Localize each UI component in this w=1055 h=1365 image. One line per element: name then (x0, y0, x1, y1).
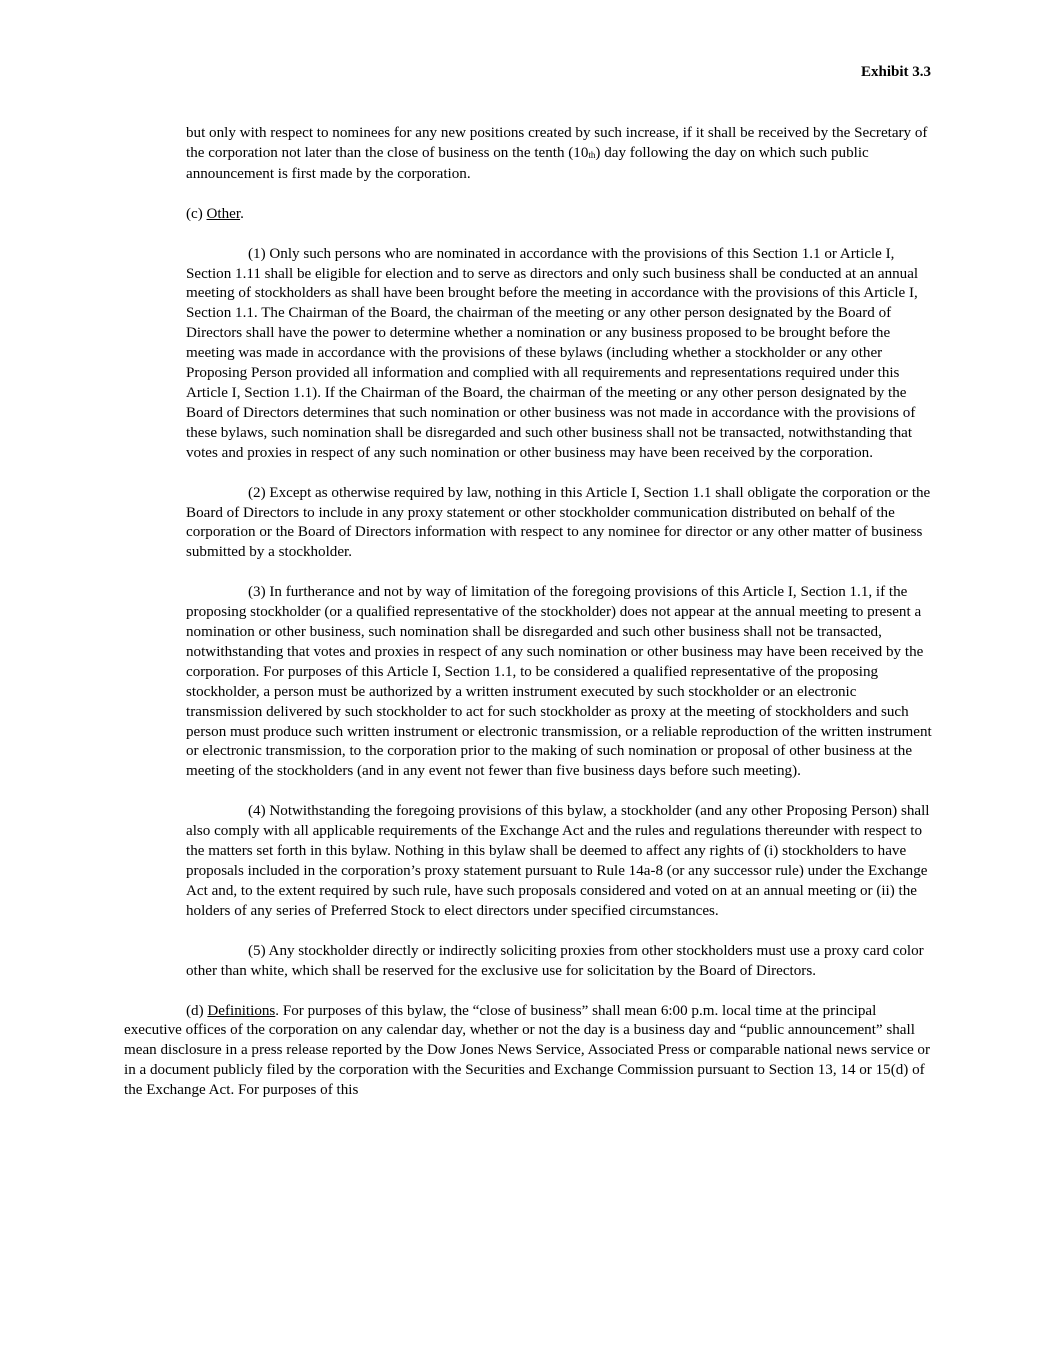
section-c-heading (186, 205, 934, 225)
paragraph-c1: (1) Only such persons who are nominated in accordance with the provisions of this Section 1.1 or Article I, Section 1.11 shall be eligible for election and to serve as directors and only such business shall be conducted at an annual meeting of stockholders as shall have been brought before the meeting in accordance with the provisions of this Article I, Section 1.1. The Chairman of the Board, the chairman of the meeting or any other person designated by the Board of Directors shall have the power to determine whether a nomination or any business proposed to be brought before the meeting was made in accordance with the provisions of these bylaws (including whether a stockholder or any other Proposing Person provided all information and complied with all requirements and representations required under this Article I, Section 1.1). If the Chairman of the Board, the chairman of the meeting or any other person designated by the Board of Directors determines that such nomination or other business was not made in accordance with the provisions of these bylaws, such nomination shall be disregarded and such other business shall not be transacted, notwithstanding that votes and proxies in respect of any such nomination or other business may have been received by the corporation. (186, 245, 919, 461)
section-d-prefix: (d) (186, 1002, 208, 1019)
section-d-body: . For purposes of this bylaw, the “close of business” shall mean 6:00 p.m. local time at the principal executive offices of the corporation on any calendar day, whether or not the day is a business day and “public announcement” shall mean disclosure in a press release reported by the Dow Jones News Service, Associated Press or comparable national news service or in a document publicly filed by the corporation with the Securities and Exchange Commission pursuant to Section 13, 14 or 15(d) of the Exchange Act. For purposes of this (124, 1002, 931, 1099)
paragraph-c2: (2) Except as otherwise required by law, nothing in this Article I, Section 1.1 shall obligate the corporation or the Board of Directors to include in any proxy statement or other stockholder communication distributed on behalf of the corporation or the Board of Directors information with respect to any nominee for director or any other matter of business submitted by a stockholder. (186, 484, 931, 561)
section-d-paragraph (124, 1002, 934, 1102)
paragraph-continuation (186, 124, 934, 185)
paragraph-c5: (5) Any stockholder directly or indirectly soliciting proxies from other stockholders must use a proxy card color other than white, which shall be reserved for the exclusive use for solicitation by the Board of Directors. (186, 942, 924, 979)
section-c-title: Other (206, 205, 241, 222)
paragraph-continuation-text-a: but only with respect to nominees for any new positions created by such increase, if it shall be received by the Secretary of the corporation not later than the close of business on the tenth (10 (186, 125, 928, 161)
section-c-suffix: . (240, 205, 244, 222)
section-c-prefix: (c) (186, 205, 207, 222)
paragraph-c3: (3) In furtherance and not by way of limitation of the foregoing provisions of this Article I, Section 1.1, if the proposing stockholder (or a qualified representative of the stockholder) does not appear at the annual meeting to present a nomination or other business, such nomination shall be disregarded and such other business shall not be transacted, notwithstanding that votes and proxies in respect of any such nomination or other business may have been received by the corporation. For purposes of this Article I, Section 1.1, to be considered a qualified representative of the proposing stockholder, a person must be authorized by a written instrument executed by such stockholder or an electronic transmission delivered by such stockholder to act for such stockholder as proxy at the meeting of stockholders and such person must produce such written instrument or electronic transmission, or a reliable reproduction of the written instrument or electronic transmission, to the corporation prior to the making of such nomination or proposal of other business at the meeting of the stockholders (and in any event not fewer than five business days before such meeting). (186, 584, 932, 780)
paragraph-c4: (4) Notwithstanding the foregoing provisions of this bylaw, a stockholder (and any other Proposing Person) shall also comply with all applicable requirements of the Exchange Act and the rules and regulations thereunder with respect to the matters set forth in this bylaw. Nothing in this bylaw shall be deemed to affect any rights of (i) stockholders to have proposals included in the corporation’s proxy statement pursuant to Rule 14a-8 (or any successor rule) under the Exchange Act and, to the extent required by such rule, have such proposals considered and voted on at an annual meeting or (ii) the holders of any series of Preferred Stock to elect directors under specified circumstances. (186, 803, 930, 919)
paragraph-continuation-text-b: ) day following the day on which such public announcement is first made by the corporation. (186, 144, 869, 182)
exhibit-label: Exhibit 3.3 (860, 64, 931, 80)
document-body (124, 124, 934, 1121)
section-d-title: Definitions (207, 1002, 276, 1019)
ordinal-suffix: th (588, 149, 596, 160)
